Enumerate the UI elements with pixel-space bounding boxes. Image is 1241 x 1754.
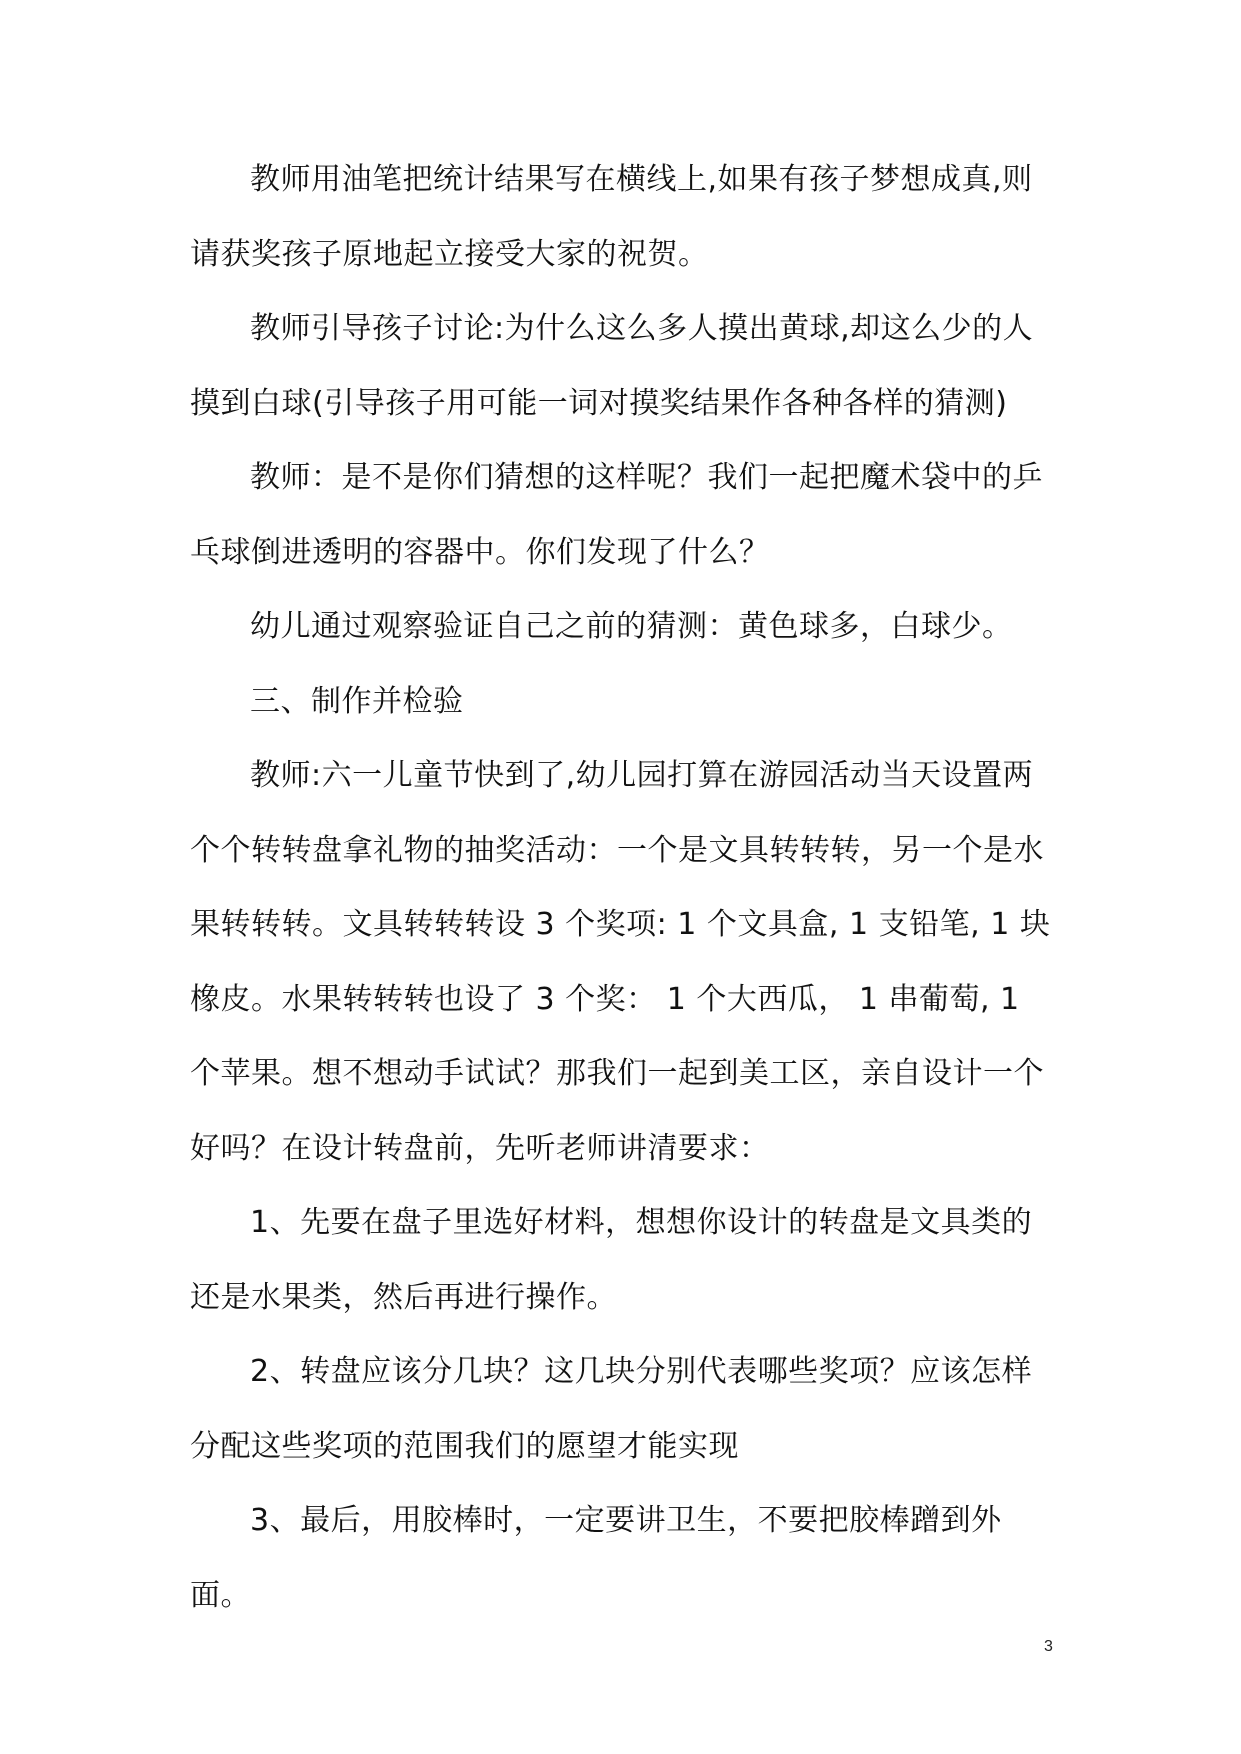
section-heading: 三、制作并检验 (250, 683, 464, 719)
requirement-item-2: 2、转盘应该分几块？这几块分别代表哪些奖项？应该怎样分配这些奖项的范围我们的愿望才能实现 (190, 1354, 1033, 1464)
paragraph-verification: 幼儿通过观察验证自己之前的猜测：黄色球多，白球少。 (250, 609, 1013, 644)
paragraph-teacher-question: 教师：是不是你们猜想的这样呢？我们一起把魔术袋中的乒乓球倒进透明的容器中。你们发现了什么？ (190, 460, 1043, 570)
requirement-item-1: 1、先要在盘子里选好材料，想想你设计的转盘是文具类的还是水果类，然后再进行操作。 (190, 1205, 1033, 1315)
paragraph-discussion: 教师引导孩子讨论:为什么这么多人摸出黄球,却这么少的人摸到白球(引导孩子用可能一词对摸奖结果作各种各样的猜测) (190, 311, 1034, 421)
document-body (190, 143, 1058, 1633)
page-number: 3 (1044, 1638, 1053, 1655)
paragraph-result-recording: 教师用油笔把统计结果写在横线上,如果有孩子梦想成真,则请获奖孩子原地起立接受大家的祝贺。 (190, 162, 1033, 272)
requirement-item-3: 3、最后，用胶棒时，一定要讲卫生，不要把胶棒蹭到外面。 (190, 1503, 1002, 1613)
paragraph-activity-intro: 教师:六一儿童节快到了,幼儿园打算在游园活动当天设置两个个转转盘拿礼物的抽奖活动：一个是文具转转转，另一个是水果转转转。文具转转转设 3 个奖项: 1 个文具盒, 1 支铅笔, 1 块橡皮。水果转转转也设了 3 个奖： 1 个大西瓜， 1 串葡萄, 1 个苹果。想不想动手试试？那我们一起到美工区，亲自设计一个好吗？在设计转盘前，先听老师讲清要求： (190, 758, 1051, 1166)
